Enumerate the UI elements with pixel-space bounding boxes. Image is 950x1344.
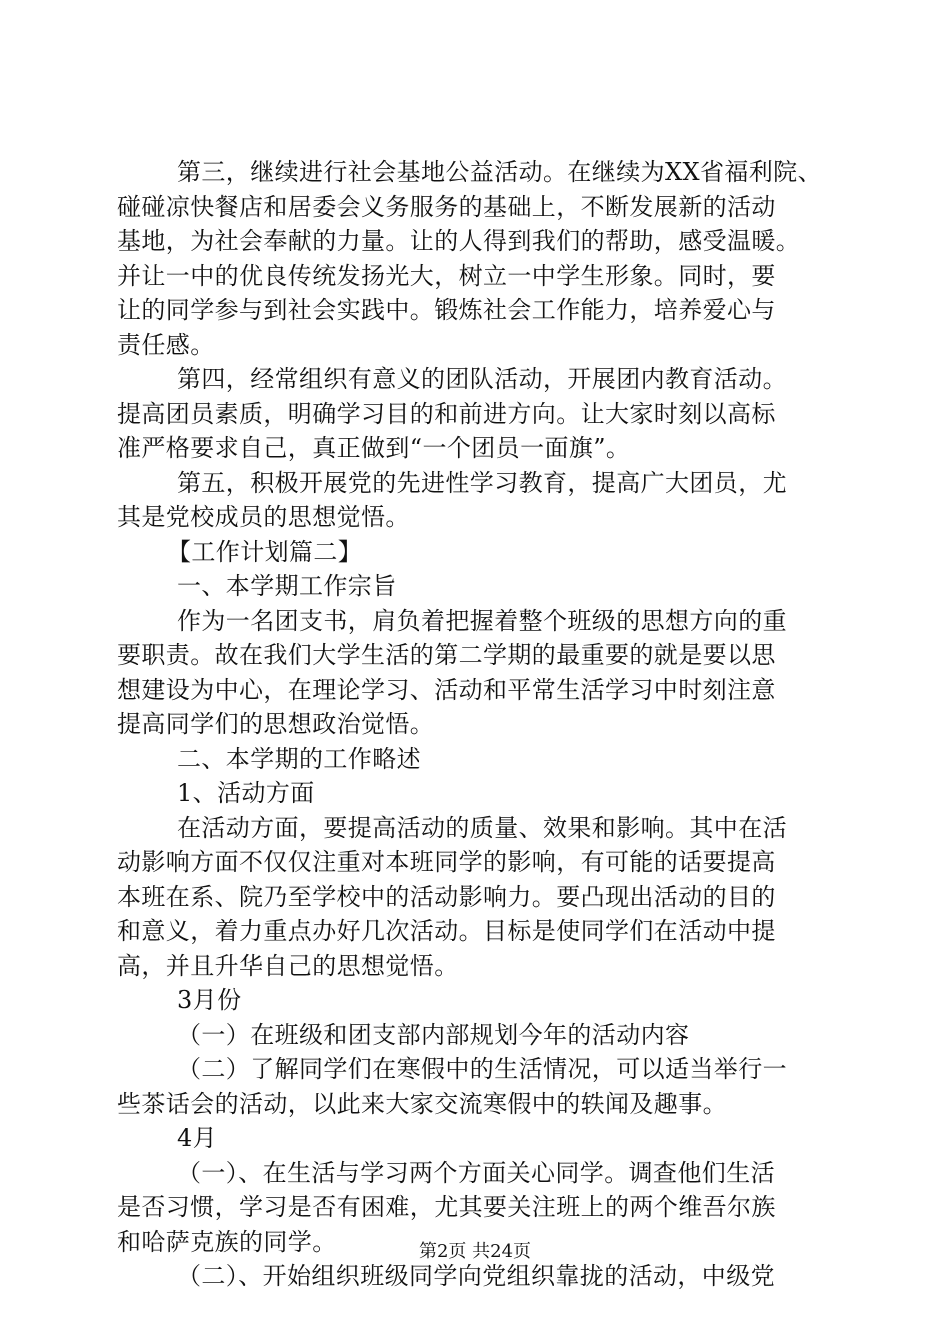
paragraph-line: 在活动方面，要提高活动的质量、效果和影响。其中在活 [177, 813, 787, 842]
paragraph-line: 高，并且升华自己的思想觉悟。 [117, 951, 459, 980]
paragraph-line: 让的同学参与到社会实践中。锻炼社会工作能力，培养爱心与 [117, 296, 776, 324]
paragraph-line: 要职责。故在我们大学生活的第二学期的最重要的就是要以思 [117, 641, 776, 669]
page-number: 第2页 共24页 [418, 1241, 532, 1262]
paragraph-line: 基地，为社会奉献的力量。让的人得到我们的帮助，感受温暖。 [117, 227, 801, 255]
list-item: （二）、开始组织班级同学向党组织靠拢的活动，中级党 [177, 1262, 775, 1290]
paragraph-line: 其是党校成员的思想觉悟。 [117, 503, 410, 531]
section-heading: 二、本学期的工作略述 [177, 744, 421, 773]
subsection-heading: 1、活动方面 [177, 779, 315, 807]
month-heading: 4月 [177, 1124, 218, 1152]
paragraph-line: 是否习惯，学习是否有困难，尤其要关注班上的两个维吾尔族 [117, 1193, 776, 1221]
paragraph-line: 第五，积极开展党的先进性学习教育，提高广大团员，尤 [177, 468, 787, 497]
paragraph-line: 些茶话会的活动，以此来大家交流寒假中的轶闻及趣事。 [117, 1089, 727, 1118]
list-item: （一）、在生活与学习两个方面关心同学。调查他们生活 [177, 1158, 775, 1187]
paragraph-line: 碰碰凉快餐店和居委会义务服务的基础上，不断发展新的活动 [117, 192, 776, 221]
section-heading: 一、本学期工作宗旨 [177, 572, 397, 600]
paragraph-line: 作为一名团支书，肩负着把握着整个班级的思想方向的重 [177, 606, 787, 635]
paragraph-line: 提高同学们的思想政治觉悟。 [117, 710, 435, 738]
paragraph-line: 并让一中的优良传统发扬光大，树立一中学生形象。同时，要 [117, 261, 776, 290]
paragraph-line: 想建设为中心，在理论学习、活动和平常生活学习中时刻注意 [117, 675, 776, 704]
paragraph-line: 提高团员素质，明确学习目的和前进方向。让大家时刻以高标 [117, 399, 776, 428]
paragraph-line: 第四，经常组织有意义的团队活动，开展团内教育活动。 [177, 365, 787, 393]
list-item: （二）了解同学们在寒假中的生活情况，可以适当举行一 [177, 1055, 787, 1083]
document-body [117, 155, 837, 1294]
paragraph-line: 本班在系、院乃至学校中的活动影响力。要凸现出活动的目的 [117, 882, 776, 911]
paragraph-line: 第三，继续进行社会基地公益活动。在继续为XX省福利院、 [177, 158, 822, 186]
paragraph-line: 和意义，着力重点办好几次活动。目标是使同学们在活动中提 [117, 917, 776, 945]
section-heading: 【工作计划篇二】 [167, 537, 363, 566]
list-item: （一）在班级和团支部内部规划今年的活动内容 [177, 1020, 690, 1049]
month-heading: 3月份 [177, 986, 242, 1014]
paragraph-line: 准严格要求自己，真正做到“一个团员一面旗”。 [117, 434, 631, 462]
paragraph-line: 动影响方面不仅仅注重对本班同学的影响，有可能的话要提高 [117, 848, 776, 876]
paragraph-line: 和哈萨克族的同学。 [117, 1227, 337, 1256]
paragraph-line: 责任感。 [117, 330, 215, 359]
